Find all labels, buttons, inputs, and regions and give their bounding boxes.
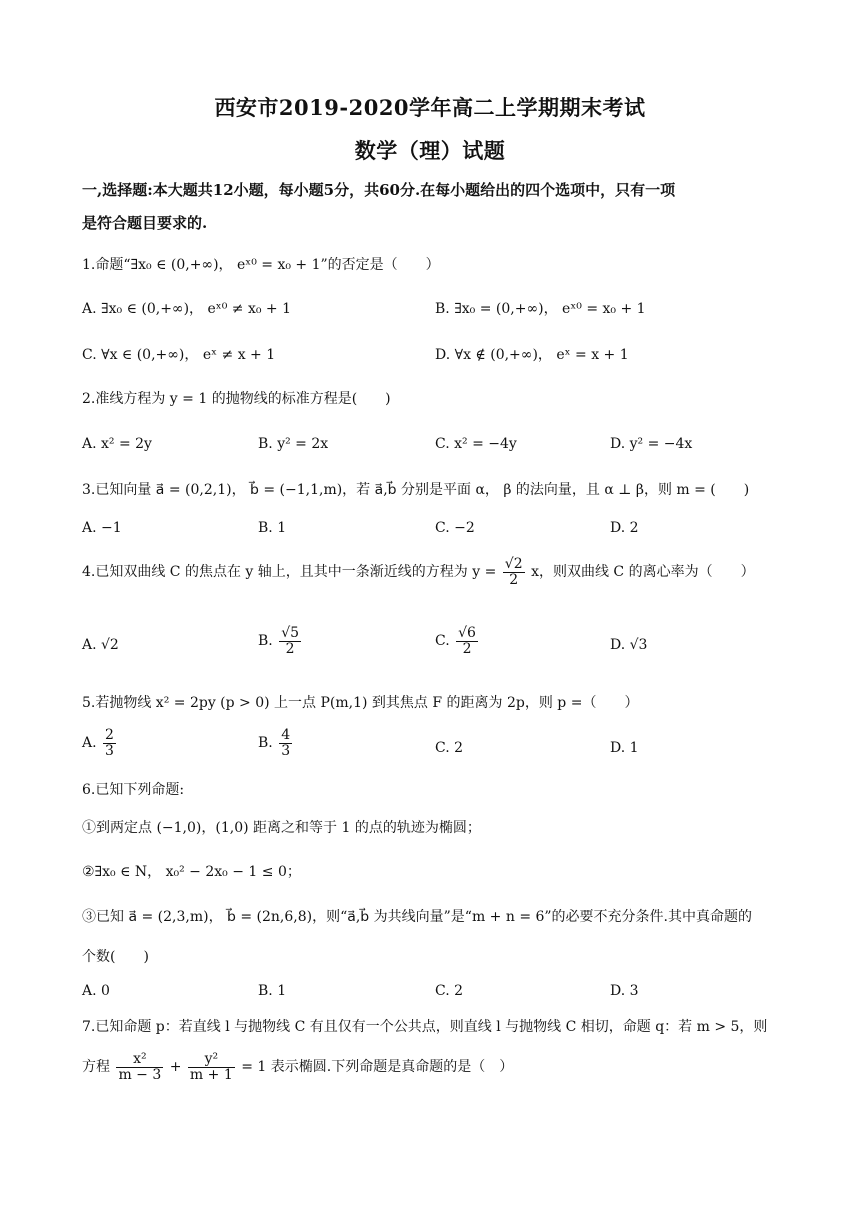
q5-option-b-numerator: 4 xyxy=(281,727,291,743)
q2-option-c: C. x² = −4y xyxy=(435,436,517,452)
q4-option-c xyxy=(435,626,480,656)
q7-fraction-2 xyxy=(188,1052,235,1082)
q4-option-b-fraction xyxy=(279,626,301,656)
q4-stem xyxy=(82,557,755,587)
q3-option-c: C. −2 xyxy=(435,520,475,536)
q6-option-a: A. 0 xyxy=(82,983,110,999)
q6-statement-3: ③已知 a⃗ = (2,3,m)， b⃗ = (2n,6,8)，则“a⃗,b⃗ 为共线向量”是“m + n = 6”的必要不充分条件.其中真命题的 xyxy=(82,909,753,925)
q5-option-a-label: A. xyxy=(82,735,97,752)
q4-stem-post: x，则双曲线 C 的离心率为（ ） xyxy=(531,564,755,581)
q4-option-b-numerator: √5 xyxy=(281,625,300,641)
q5-stem: 5.若抛物线 x² = 2py (p > 0) 上一点 P(m,1) 到其焦点 F 的距离为 2p，则 p =（ ） xyxy=(82,695,639,711)
q7-stem: 7.已知命题 p：若直线 l 与抛物线 C 有且仅有一个公共点，则直线 l 与抛物线 C 相切，命题 q：若 m > 5，则 xyxy=(82,1019,768,1035)
q2-option-b: B. y² = 2x xyxy=(258,436,329,452)
page-subtitle: 数学（理）试题 xyxy=(354,138,506,163)
q7-fraction-1 xyxy=(116,1052,163,1082)
q1-option-b: B. ∃x₀ = (0,+∞)， eˣ⁰ = x₀ + 1 xyxy=(435,301,646,317)
q5-option-b xyxy=(258,728,294,758)
q6-statement-2: ②∃x₀ ∈ N， x₀² − 2x₀ − 1 ≤ 0； xyxy=(82,864,301,880)
q2-stem: 2.准线方程为 y = 1 的抛物线的标准方程是( ) xyxy=(82,391,391,407)
q3-stem: 3.已知向量 a⃗ = (0,2,1)， b⃗ = (−1,1,m)，若 a⃗,b⃗ 分别是平面 α， β 的法向量，且 α ⊥ β，则 m = ( ) xyxy=(82,482,750,498)
q7-line2-pre: 方程 xyxy=(82,1059,110,1076)
q7-fraction-2-numerator: y² xyxy=(188,1052,235,1068)
q7-stem-line2 xyxy=(82,1052,513,1082)
q5-option-d: D. 1 xyxy=(610,740,639,756)
q3-option-a: A. −1 xyxy=(82,520,122,536)
q3-option-d: D. 2 xyxy=(610,520,639,536)
q6-statement-1: ①到两定点 (−1,0)，(1,0) 距离之和等于 1 的点的轨迹为椭圆； xyxy=(82,820,481,836)
q5-option-c: C. 2 xyxy=(435,740,464,756)
q5-option-a xyxy=(82,728,118,758)
q4-option-c-fraction xyxy=(456,626,478,656)
q4-option-c-numerator: √6 xyxy=(458,625,476,641)
q7-fraction-1-denominator: m − 3 xyxy=(118,1066,162,1083)
q4-asymptote-fraction xyxy=(503,557,525,587)
q4-option-b-denominator: 2 xyxy=(285,640,295,657)
q6-option-c: C. 2 xyxy=(435,983,464,999)
q6-option-d: D. 3 xyxy=(610,983,639,999)
q4-stem-pre: 4.已知双曲线 C 的焦点在 y 轴上，且其中一条渐近线的方程为 y = xyxy=(82,564,497,581)
q6-stem: 6.已知下列命题: xyxy=(82,782,185,798)
section-instructions-line1: 一,选择题:本大题共12小题，每小题5分，共60分.在每小题给出的四个选项中，只有一项 xyxy=(82,181,676,199)
q4-option-b-label: B. xyxy=(258,633,273,650)
q4-option-b xyxy=(258,626,303,656)
q4-option-c-denominator: 2 xyxy=(462,640,472,657)
page-title: 西安市2019-2020学年高二上学期期末考试 xyxy=(214,95,646,120)
q5-option-b-fraction xyxy=(279,728,292,758)
q5-option-a-denominator: 3 xyxy=(105,742,114,759)
q5-option-a-numerator: 2 xyxy=(105,727,114,743)
q4-fraction-denominator: 2 xyxy=(509,571,519,588)
q2-option-a: A. x² = 2y xyxy=(82,436,152,452)
q7-plus: + xyxy=(169,1059,182,1076)
q7-fraction-2-denominator: m + 1 xyxy=(189,1066,233,1083)
q5-option-a-fraction xyxy=(103,728,116,758)
q7-line2-post: = 1 表示椭圆.下列命题是真命题的是（ ） xyxy=(241,1059,514,1076)
q5-option-b-denominator: 3 xyxy=(281,742,291,759)
q4-option-c-label: C. xyxy=(435,633,450,650)
q1-option-c: C. ∀x ∈ (0,+∞)， eˣ ≠ x + 1 xyxy=(82,347,276,363)
q6-statement-3-cont: 个数( ) xyxy=(82,949,149,965)
q3-option-b: B. 1 xyxy=(258,520,287,536)
q1-option-a: A. ∃x₀ ∈ (0,+∞)， eˣ⁰ ≠ x₀ + 1 xyxy=(82,301,292,317)
q5-option-b-label: B. xyxy=(258,735,273,752)
q1-option-d: D. ∀x ∉ (0,+∞)， eˣ = x + 1 xyxy=(435,347,629,363)
q4-fraction-numerator: √2 xyxy=(504,556,523,572)
q1-stem: 1.命题“∃x₀ ∈ (0,+∞)， eˣ⁰ = x₀ + 1”的否定是（ ） xyxy=(82,257,440,273)
q6-option-b: B. 1 xyxy=(258,983,287,999)
q2-option-d: D. y² = −4x xyxy=(610,436,693,452)
q4-option-d: D. √3 xyxy=(610,637,648,653)
section-instructions-line2: 是符合题目要求的. xyxy=(82,214,208,232)
q4-option-a: A. √2 xyxy=(82,637,119,653)
q7-fraction-1-numerator: x² xyxy=(116,1052,163,1068)
